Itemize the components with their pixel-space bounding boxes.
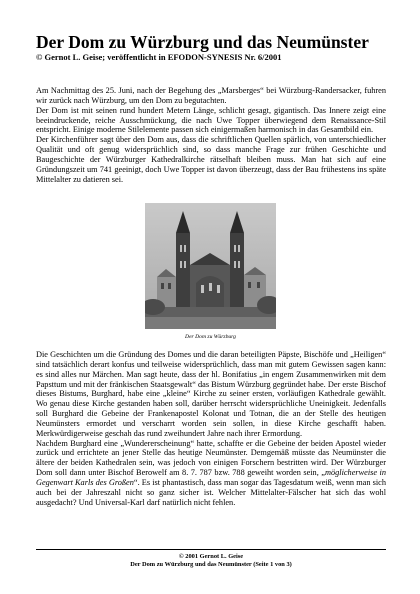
cathedral-photo — [145, 203, 276, 329]
author-publication-line: © Gernot L. Geise; veröffentlicht in EFODON-SYNESIS Nr. 6/2001 — [36, 52, 282, 62]
paragraph-text: Nachdem Burghard eine „Wundererscheinung“ hatte, schaffte er die Gebeine der beiden Apostel wieder zurück und errichtete an jener Stelle das heutige Neumünster. Demgemäß müsste das Neumünster die ältere der beiden Kathedralen sein, was jedoch von einigen Forschern bestritten wird. Der Würzburger Dom soll dann unter Bischof Berowelf am 8. 7. 787 bzw. 788 geweiht worden sein, „ — [36, 438, 386, 478]
paragraph — [36, 439, 386, 508]
footer-copyright: © 2001 Gernot L. Geise — [178, 553, 244, 560]
figure-caption: Der Dom zu Würzburg — [185, 334, 236, 340]
article-text-bottom — [36, 350, 386, 508]
emphasized-quote: möglicherweise in Gegenwart Karls des Großen — [36, 468, 386, 487]
cathedral-illustration — [145, 203, 276, 329]
paragraph: Am Nachmittag des 25. Juni, nach der Begehung des „Marsberges“ bei Würzburg-Randersacker, fuhren wir zurück nach Würzburg, um den Dom zu begutachten. — [36, 86, 386, 105]
paragraph: Die Geschichten um die Gründung des Domes und die daran beteiligten Päpste, Bischöfe und „Heiligen“ sind tatsächlich derart konfus und teilweise widersprüchlich, dass man mit gutem Gewissen sagen kann: es sind alles nur Märchen. Man sagt heute, dass der hl. Bonifatius „in engem Zusammenwirken mit dem Papsttum und mit der fränkischen Staatsgewalt“ das Bistum Würzburg gegründet habe. Der erste Bischof dieses Bistums, Burghard, habe eine „kleine“ Kirche zu seiner ersten, vorläufigen Kathedrale gewählt. Wo genau diese Kirche gestanden haben soll, darüber herrscht widersprüchliche Uneinigkeit. Jedenfalls soll Burghard die Gebeine der Frankenapostel Kolonat und Totnan, die an der Stelle des heutigen Neumünsters ermordet und verscharrt worden sein sollen, in diese Kirche geschafft haben. Merkwürdigerweise geschah das rund zweihundert Jahre nach ihrer Ermordung. — [36, 350, 386, 438]
paragraph: Der Dom ist mit seinen rund hundert Metern Länge, schlicht gesagt, gigantisch. Das Innere zeigt eine beeindruckende, reiche Ausschmückung, die nach Uwe Topper überwiegend dem Renaissance-Stil entspricht. Einige moderne Stilelemente passen sich einigermaßen harmonisch in das Gesamtbild ein. — [36, 105, 386, 135]
paragraph: Der Kirchenführer sagt über den Dom aus, dass die schriftlichen Quellen spärlich, von unterschiedlicher Qualität und oft genug widersprüchlich sind, so dass manche Frage zur frühen Geschichte und Baugeschichte der Würzburger Kathedralkirche rätselhaft bleiben muss. Man hat sich auf eine Gründungszeit um 741 geeinigt, doch Uwe Topper ist davon überzeugt, dass der Bau frühestens ins späte Mittelalter zu datieren sei. — [36, 135, 386, 184]
article-text-top — [36, 86, 386, 184]
footer-page-info: Der Dom zu Würzburg und das Neumünster (Seite 1 von 3) — [130, 561, 292, 568]
paragraph-text: “. Es ist phantastisch, dass man sogar das Tagesdatum weiß, wenn man sich auch bei der Jahreszahl nicht so ganz sicher ist. Welcher Mittelalter-Fälscher hat sich das wohl ausgedacht? Und Universal-Karl darf natürlich nicht fehlen. — [36, 477, 386, 507]
footer-divider — [36, 549, 386, 550]
page-title: Der Dom zu Würzburg und das Neumünster — [36, 32, 369, 52]
